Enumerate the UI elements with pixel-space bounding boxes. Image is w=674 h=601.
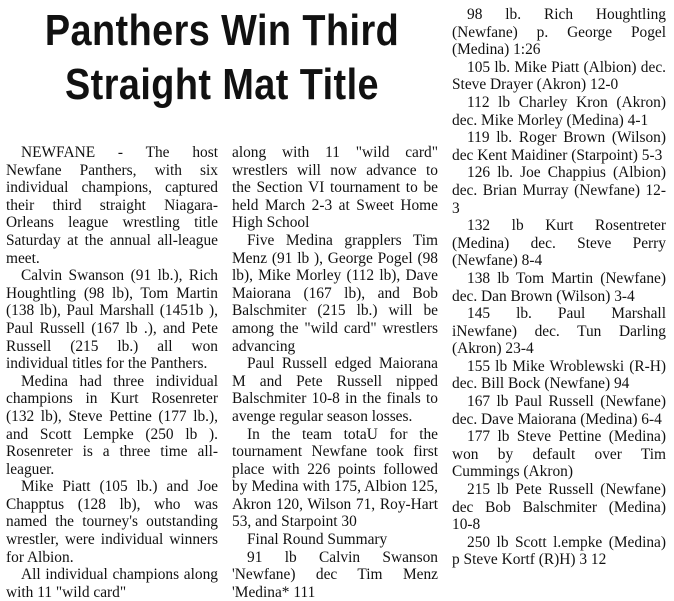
paragraph: NEWFANE - The host Newfane Panthers, with six individual champions, captured their third straight Niagara-Orleans league wrestling title Saturday at the annual all-league meet. <box>6 144 218 267</box>
headline-line-1: Panthers Win Third <box>44 6 400 55</box>
result-line: 250 lb Scott l.empke (Medina) p Steve Kortf (R)H) 3 12 <box>452 533 666 569</box>
paragraph: In the team totaU for the tournament Newfane took first place with 226 points followed by Medina with 175, Albion 125, Akron 120, Wilson 71, Roy-Hart 53, and Starpoint 30 <box>232 425 438 531</box>
paragraph-continuation: along with 11 "wild card" wrestlers will now advance to the Section VI tournament to be held March 2-3 at Sweet Home High School <box>232 144 438 232</box>
paragraph: Five Medina grapplers Tim Menz (91 lb ), George Pogel (98 lb), Mike Morley (112 lb), Dave Maiorana (167 lb), and Bob Balschmiter (215 lb.) will be among the "wild card" wrestlers advancing <box>232 231 438 355</box>
result-line: 112 lb Charley Kron (Akron) dec. Mike Morley (Medina) 4-1 <box>452 93 666 129</box>
result-line: 155 lb Mike Wroblewski (R-H) dec. Bill Bock (Newfane) 94 <box>452 357 666 393</box>
paragraph: Medina had three individual champions in Kurt Rosenreter (132 lb), Steve Pettine (177 lb.), and Scott Lempke (250 lb ). Rosenreter is a three time all-leaguer. <box>6 372 218 478</box>
result-line: 145 lb. Paul Marshall iNewfane) dec. Tun Darling (Akron) 23-4 <box>452 305 666 358</box>
result-line: 177 lb Steve Pettine (Medina) won by default over Tim Cummings (Akron) <box>452 428 666 481</box>
result-line: 119 lb. Roger Brown (Wilson) dec Kent Maidiner (Starpoint) 5-3 <box>452 129 666 164</box>
result-line: 98 lb. Rich Houghtling (Newfane) p. George Pogel (Medina) 1:26 <box>452 6 666 59</box>
paragraph: Paul Russell edged Maiorana M and Pete Russell nipped Balschmiter 10-8 in the finals to avenge regular season losses. <box>232 355 438 425</box>
article-column-2 <box>232 144 438 601</box>
result-line: 167 lb Paul Russell (Newfane) dec. Dave Maiorana (Medina) 6-4 <box>452 393 666 428</box>
results-column <box>452 6 666 569</box>
result-line: 132 lb Kurt Rosentreter (Medina) dec. Steve Perry (Newfane) 8-4 <box>452 217 666 270</box>
paragraph: Calvin Swanson (91 lb.), Rich Houghtling (98 lb), Tom Martin (138 lb), Paul Marshall (1451b ), Paul Russell (167 lb .), and Pete Russell (215 lb.) all won individual titles for the Panthers. <box>6 267 218 373</box>
article-column-1 <box>6 144 218 601</box>
paragraph: All individual champions along with 11 "wild card" <box>6 566 218 601</box>
result-line: 138 lb Tom Martin (Newfane) dec. Dan Brown (Wilson) 3-4 <box>452 269 666 305</box>
result-line: 91 lb Calvin Swanson 'Newfane) dec Tim Menz 'Medina* 111 <box>232 548 438 601</box>
section-heading: Final Round Summary <box>247 531 388 549</box>
result-line: 126 lb. Joe Chappius (Albion) dec. Brian Murray (Newfane) 12-3 <box>452 164 666 217</box>
result-line: 215 lb Pete Russell (Newfane) dec Bob Balschmiter (Medina) 10-8 <box>452 481 666 534</box>
result-line: 105 lb. Mike Piatt (Albion) dec. Steve Drayer (Akron) 12-0 <box>452 58 666 94</box>
paragraph: Mike Piatt (105 lb.) and Joe Chapptus (128 lb), who was named the tourney's outstanding wrestler, were individual winners for Albion. <box>6 478 218 566</box>
headline <box>35 4 410 111</box>
headline-line-2: Straight Mat Title <box>64 59 379 109</box>
